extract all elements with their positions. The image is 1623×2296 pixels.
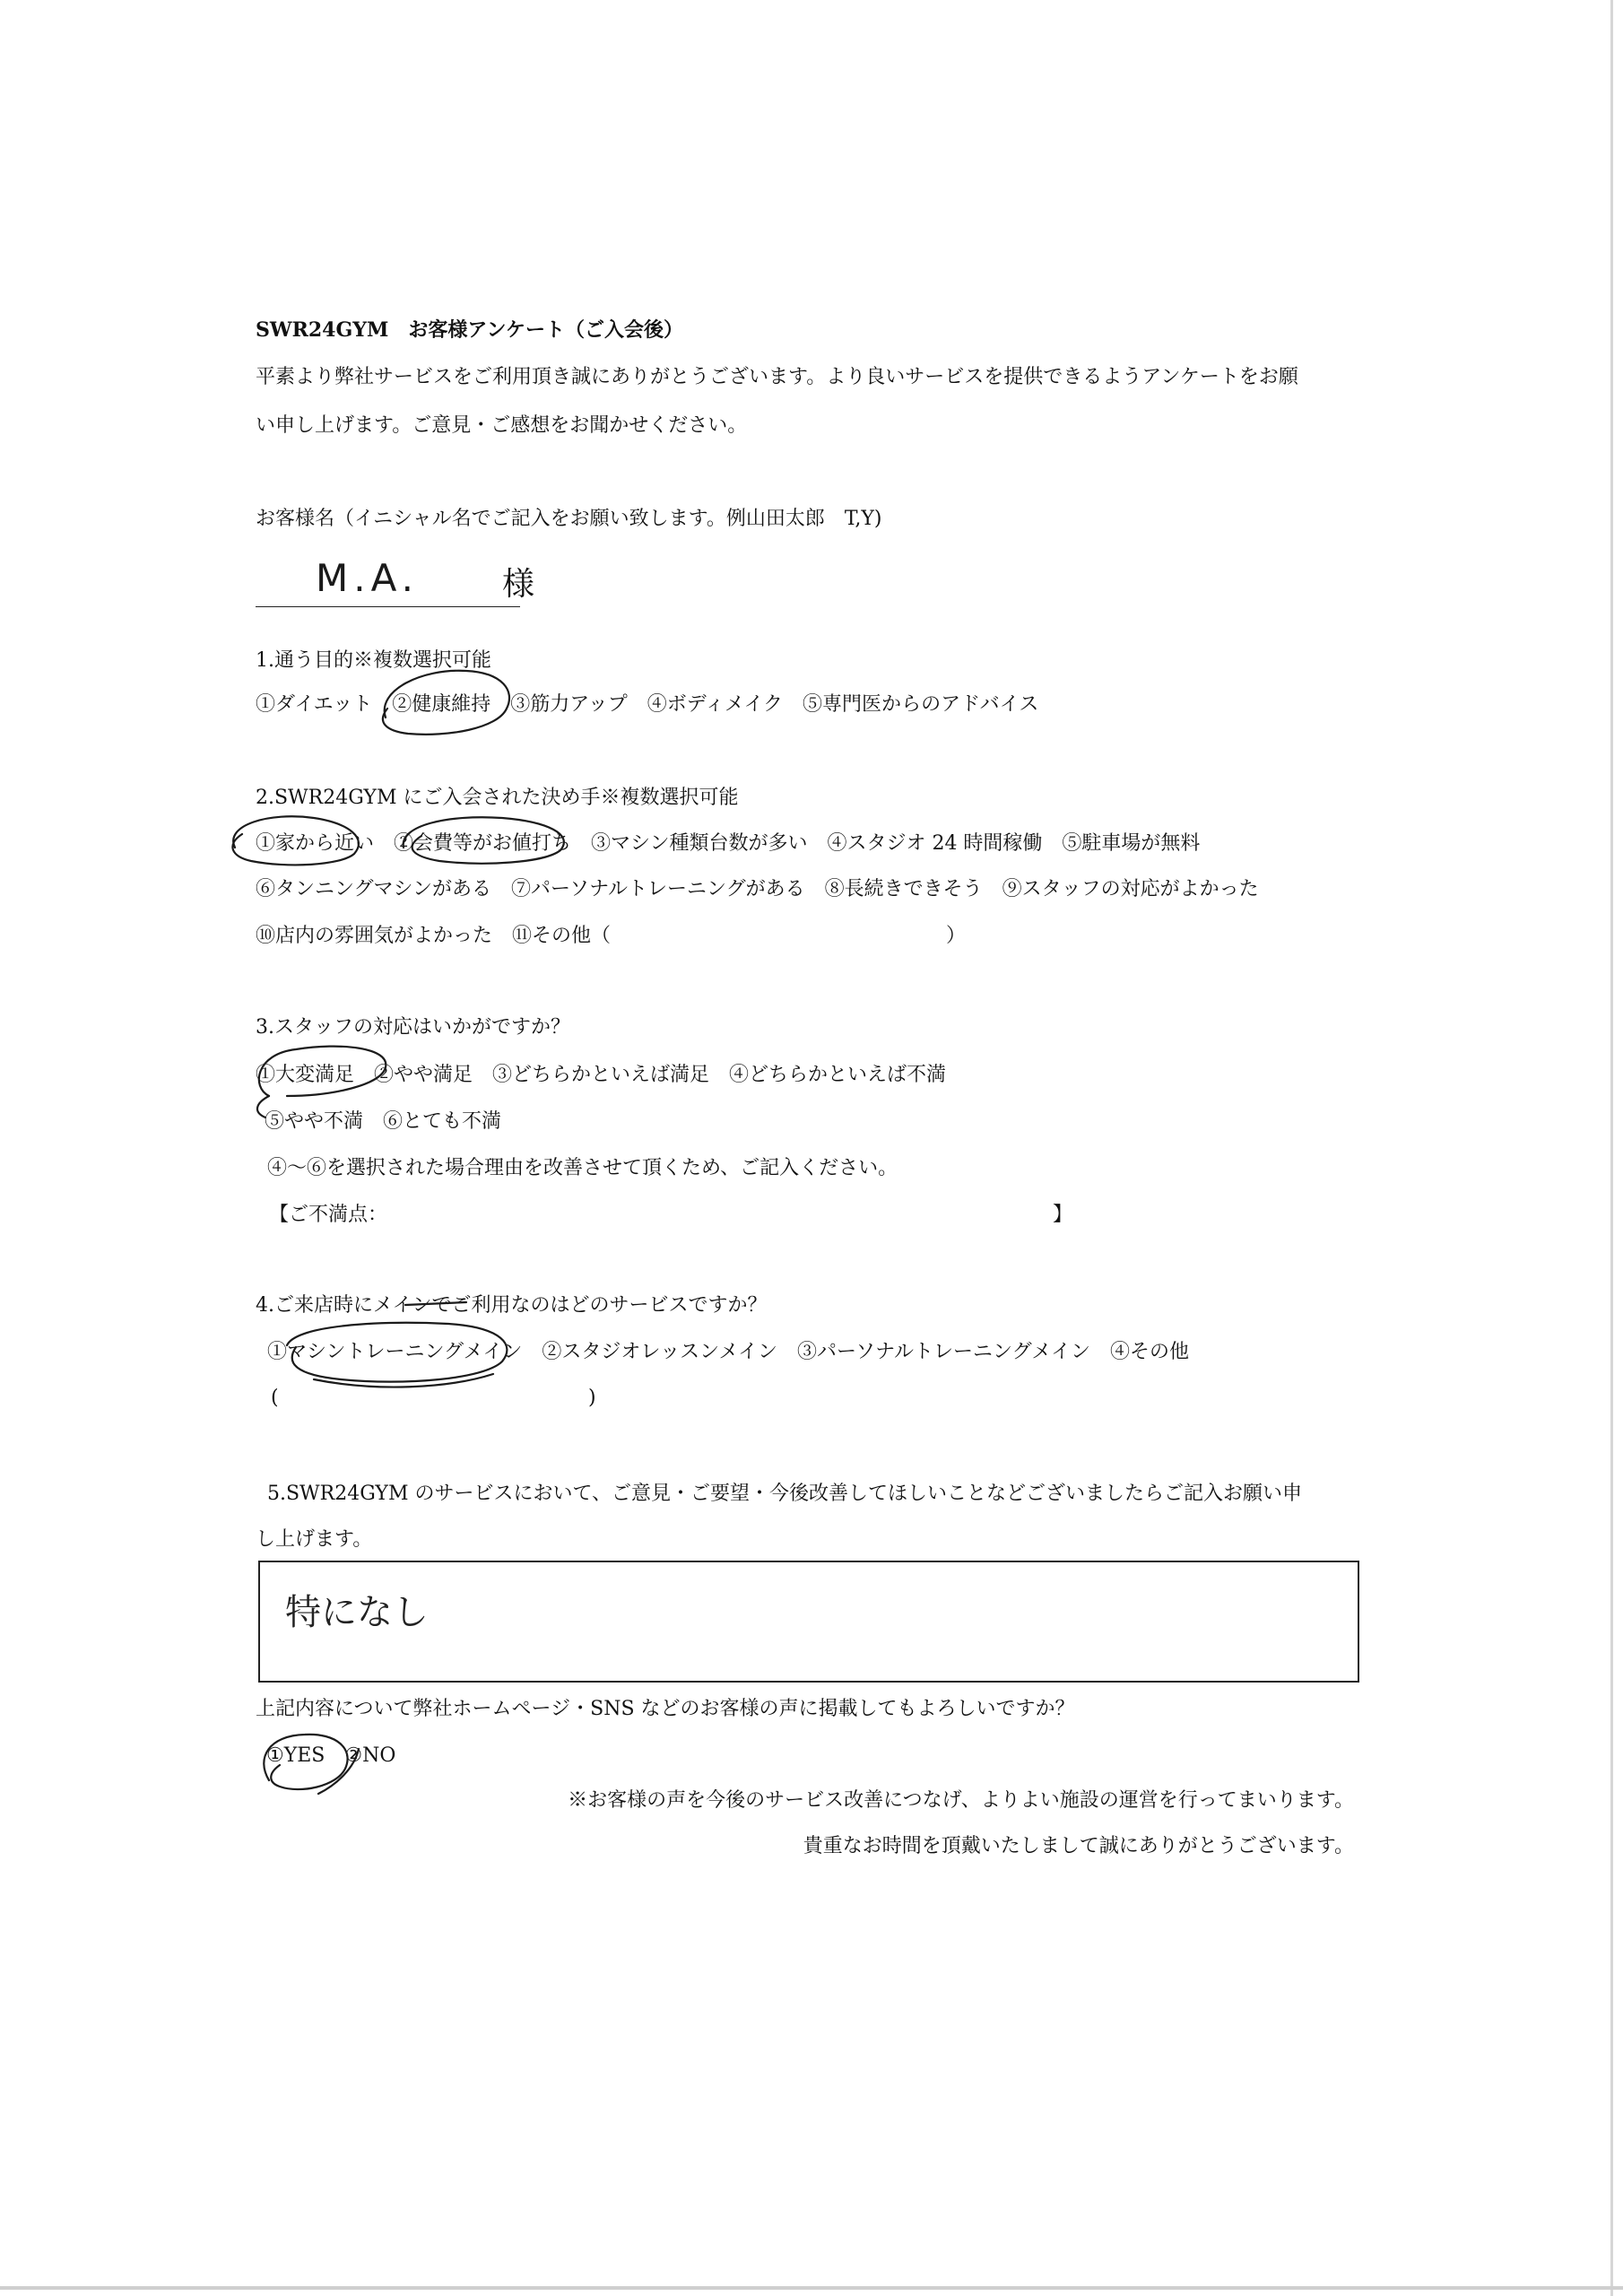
consent-question: 上記内容について弊社ホームページ・SNS などのお客様の声に掲載してもよろしいですか？ — [256, 1698, 1075, 1720]
closing-line-1: ※お客様の声を今後のサービス改善につなげ、よりよい施設の運営を行ってまいります。 — [568, 1789, 1354, 1812]
q4-heading: 4.ご来店時にメインでご利用なのはどのサービスですか？ — [256, 1294, 768, 1317]
scan-right-edge — [1610, 0, 1613, 2296]
q2-heading: 2.SWR24GYM にご入会された決め手※複数選択可能 — [256, 787, 739, 809]
name-underline — [256, 606, 520, 607]
q1-options: ①ダイエット ②健康維持 ③筋力アップ ④ボディメイク ⑤専門医からのアドバイス — [256, 693, 1039, 716]
intro-line-1: 平素より弊社サービスをご利用頂き誠にありがとうございます。より良いサービスを提供できるようアンケートをお願 — [256, 366, 1298, 388]
q2-options-row-2: ⑥タンニングマシンがある ⑦パーソナルトレーニングがある ⑧長続きできそう ⑨スタッフの対応がよかった — [256, 878, 1259, 900]
q5-handwritten-answer: 特になし — [285, 1592, 429, 1633]
name-handwritten: M.A. — [316, 556, 419, 600]
consent-options: ①YES ②NO — [266, 1744, 396, 1767]
q3-heading: 3.スタッフの対応はいかがですか？ — [256, 1016, 570, 1039]
q5-comment-box — [258, 1561, 1359, 1683]
q4-options: ①マシントレーニングメイン ②スタジオレッスンメイン ③パーソナルトレーニングメイン ④その他 — [267, 1341, 1189, 1363]
name-prompt: お客様名（イニシャル名でご記入をお願い致します。例山田太郎 T,Y) — [256, 508, 882, 530]
q3-options-row-1: ①大変満足 ②やや満足 ③どちらかといえば満足 ④どちらかといえば不満 — [256, 1064, 947, 1086]
survey-title: SWR24GYM お客様アンケート（ご入会後） — [256, 318, 684, 342]
q1-heading: 1.通う目的※複数選択可能 — [256, 649, 491, 672]
name-suffix: 様 — [502, 566, 535, 603]
q3-complaint-close: 】 — [1053, 1204, 1073, 1226]
q5-heading-line-2: し上げます。 — [256, 1528, 373, 1551]
scan-bottom-edge — [0, 2286, 1623, 2290]
q4-underline-mark — [314, 1374, 493, 1387]
q2-options-row-3: ⑩店内の雰囲気がよかった ⑪その他（ ） — [256, 925, 967, 947]
q5-heading-line-1: 5.SWR24GYM のサービスにおいて、ご意見・ご要望・今後改善してほしいことなどございましたらご記入お願い申 — [267, 1483, 1303, 1505]
closing-line-2: 貴重なお時間を頂戴いたしまして誠にありがとうございます。 — [803, 1835, 1354, 1857]
q4-other-close: ) — [588, 1387, 596, 1409]
q4-other-open: ( — [271, 1387, 279, 1409]
q2-options-row-1: ①家から近い ②会費等がお値打ち ③マシン種類台数が多い ④スタジオ 24 時間稼働 ⑤駐車場が無料 — [256, 832, 1201, 855]
q3-note: ④～⑥を選択された場合理由を改善させて頂くため、ご記入ください。 — [267, 1157, 898, 1179]
q3-options-row-2: ⑤やや不満 ⑥とても不満 — [265, 1110, 502, 1133]
q3-complaint-label: 【ご不満点： — [269, 1204, 388, 1226]
intro-line-2: い申し上げます。ご意見・ご感想をお聞かせください。 — [256, 414, 748, 437]
